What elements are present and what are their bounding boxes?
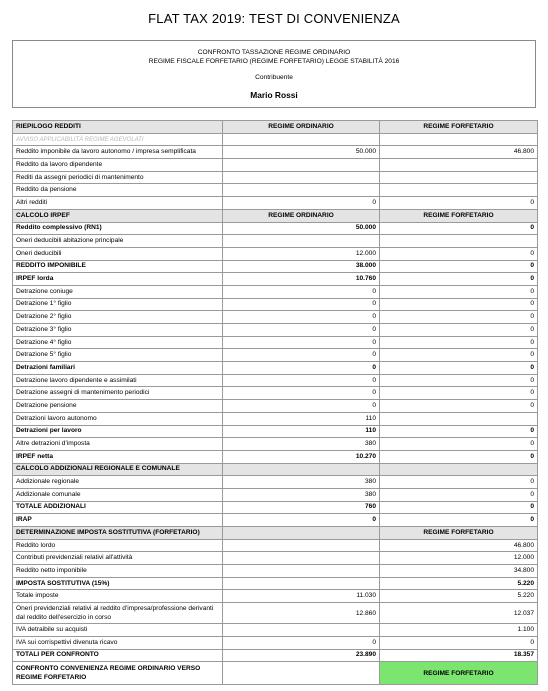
regime-forfetario-cell: 0 — [380, 514, 538, 527]
regime-forfetario-cell: 12.037 — [380, 603, 538, 624]
row-label: Detrazioni familiari — [13, 362, 223, 375]
regime-forfetario-cell: 0 — [380, 336, 538, 349]
table-row — [13, 514, 538, 527]
table-row — [13, 662, 538, 685]
regime-ordinario-cell: 0 — [223, 311, 380, 324]
row-label: Oneri deducibili abitazione principale — [13, 235, 223, 248]
table-row — [13, 565, 538, 578]
regime-ordinario-cell: 10.270 — [223, 450, 380, 463]
row-label: Altri redditi — [13, 197, 223, 210]
row-label: CONFRONTO CONVENIENZA REGIME ORDINARIO VERSO REGIME FORFETARIO — [13, 662, 223, 685]
row-label: TOTALE ADDIZIONALI — [13, 501, 223, 514]
regime-forfetario-cell: REGIME FORFETARIO — [380, 121, 538, 134]
regime-forfetario-cell: 0 — [380, 260, 538, 273]
regime-ordinario-cell: 110 — [223, 412, 380, 425]
row-label: Reddito da pensione — [13, 184, 223, 197]
row-label: REDDITO IMPONIBILE — [13, 260, 223, 273]
regime-forfetario-cell: 5.220 — [380, 590, 538, 603]
regime-ordinario-cell: 0 — [223, 374, 380, 387]
taxpayer-name: Mario Rossi — [250, 90, 298, 100]
verdict-cell: REGIME FORFETARIO — [380, 662, 538, 685]
regime-ordinario-cell: 0 — [223, 324, 380, 337]
table-row — [13, 260, 538, 273]
regime-forfetario-cell: 0 — [380, 273, 538, 286]
row-label: Contributi previdenziali relativi all'attività — [13, 552, 223, 565]
table-row — [13, 171, 538, 184]
regime-forfetario-cell: 46.800 — [380, 539, 538, 552]
regime-forfetario-cell: 0 — [380, 311, 538, 324]
table-row — [13, 438, 538, 451]
table-row — [13, 450, 538, 463]
regime-ordinario-cell: 110 — [223, 425, 380, 438]
regime-ordinario-cell: 0 — [223, 400, 380, 413]
row-label: CALCOLO ADDIZIONALI REGIONALE E COMUNALE — [13, 463, 223, 476]
row-label: Detrazione 5° figlio — [13, 349, 223, 362]
table-row — [13, 324, 538, 337]
table-row — [13, 649, 538, 662]
table-row — [13, 387, 538, 400]
regime-ordinario-cell: 0 — [223, 336, 380, 349]
table-row — [13, 412, 538, 425]
row-label: TOTALI PER CONFRONTO — [13, 649, 223, 662]
regime-ordinario-cell — [223, 577, 380, 590]
table-row — [13, 539, 538, 552]
header-line-confronto: CONFRONTO TASSAZIONE REGIME ORDINARIO — [197, 49, 351, 56]
regime-forfetario-cell: 34.800 — [380, 565, 538, 578]
row-label: Oneri previdenziali relativi al reddito d'impresa/professione derivanti dal reddito dell'esercizio in corso — [13, 603, 223, 624]
row-label: Reddito da lavoro dipendente — [13, 159, 223, 172]
table-row — [13, 336, 538, 349]
row-label: Addizionale regionale — [13, 476, 223, 489]
regime-forfetario-cell: 0 — [380, 476, 538, 489]
regime-forfetario-cell: 1.100 — [380, 624, 538, 637]
row-label: Detrazione assegni di mantenimento periodici — [13, 387, 223, 400]
row-label: Addizionale comunale — [13, 488, 223, 501]
row-label: Altre detrazioni d'imposta — [13, 438, 223, 451]
row-label: Reddito lordo — [13, 539, 223, 552]
row-label: IRPEF netta — [13, 450, 223, 463]
regime-ordinario-cell: 0 — [223, 362, 380, 375]
regime-forfetario-cell: 0 — [380, 400, 538, 413]
row-label: Oneri deducibili — [13, 247, 223, 260]
regime-ordinario-cell: 0 — [223, 387, 380, 400]
row-label: IVA sui corrispettivi divenuta ricavo — [13, 636, 223, 649]
table-row — [13, 273, 538, 286]
table-row — [13, 285, 538, 298]
table-row — [13, 311, 538, 324]
regime-forfetario-cell: REGIME FORFETARIO — [380, 209, 538, 222]
regime-forfetario-cell — [380, 463, 538, 476]
regime-ordinario-cell: 0 — [223, 636, 380, 649]
regime-ordinario-cell — [223, 565, 380, 578]
regime-forfetario-cell: 0 — [380, 298, 538, 311]
table-row — [13, 552, 538, 565]
table-row — [13, 146, 538, 159]
regime-ordinario-cell: REGIME ORDINARIO — [223, 209, 380, 222]
regime-ordinario-cell — [223, 527, 380, 540]
regime-forfetario-cell — [380, 133, 538, 146]
regime-forfetario-cell: 0 — [380, 285, 538, 298]
regime-ordinario-cell — [223, 539, 380, 552]
regime-ordinario-cell: 0 — [223, 514, 380, 527]
regime-forfetario-cell: 0 — [380, 501, 538, 514]
regime-forfetario-cell: 46.800 — [380, 146, 538, 159]
row-label: Detrazione 1° figlio — [13, 298, 223, 311]
row-label: Rediti da assegni periodici di mantenimento — [13, 171, 223, 184]
comparison-table — [12, 120, 538, 685]
table-row — [13, 247, 538, 260]
regime-forfetario-cell: 12.000 — [380, 552, 538, 565]
regime-forfetario-cell: 0 — [380, 425, 538, 438]
regime-forfetario-cell: 0 — [380, 438, 538, 451]
regime-forfetario-cell: 0 — [380, 636, 538, 649]
table-row — [13, 235, 538, 248]
row-label: DETERMINAZIONE IMPOSTA SOSTITUTIVA (FORFETARIO) — [13, 527, 223, 540]
row-label: IVA detraibile su acquisti — [13, 624, 223, 637]
row-label: Detrazioni lavoro autonomo — [13, 412, 223, 425]
regime-forfetario-cell: REGIME FORFETARIO — [380, 527, 538, 540]
regime-ordinario-cell — [223, 552, 380, 565]
regime-ordinario-cell — [223, 159, 380, 172]
row-label: Detrazione 2° figlio — [13, 311, 223, 324]
regime-ordinario-cell: 38.000 — [223, 260, 380, 273]
regime-ordinario-cell: 380 — [223, 476, 380, 489]
regime-ordinario-cell: 50.000 — [223, 146, 380, 159]
section-header-row — [13, 209, 538, 222]
regime-forfetario-cell: 18.357 — [380, 649, 538, 662]
table-row — [13, 501, 538, 514]
row-label: IRPEF lorda — [13, 273, 223, 286]
table-row — [13, 222, 538, 235]
regime-ordinario-cell — [223, 662, 380, 685]
regime-forfetario-cell: 0 — [380, 488, 538, 501]
table-row — [13, 298, 538, 311]
regime-ordinario-cell: 0 — [223, 349, 380, 362]
row-label: RIEPILOGO REDDITI — [13, 121, 223, 134]
table-row — [13, 197, 538, 210]
table-row — [13, 425, 538, 438]
regime-forfetario-cell — [380, 412, 538, 425]
row-label: Detrazione pensione — [13, 400, 223, 413]
regime-forfetario-cell — [380, 171, 538, 184]
regime-forfetario-cell: 0 — [380, 362, 538, 375]
table-row — [13, 133, 538, 146]
table-row — [13, 603, 538, 624]
regime-ordinario-cell: 10.760 — [223, 273, 380, 286]
table-row — [13, 362, 538, 375]
table-row — [13, 476, 538, 489]
row-label: AVVISO APPLICABILITÀ REGIME AGEVOLATI — [13, 133, 223, 146]
row-label: CALCOLO IRPEF — [13, 209, 223, 222]
regime-forfetario-cell: 0 — [380, 324, 538, 337]
header-line-contribuente: Contribuente — [255, 74, 293, 81]
regime-ordinario-cell: 380 — [223, 488, 380, 501]
regime-ordinario-cell: 0 — [223, 298, 380, 311]
table-row — [13, 400, 538, 413]
section-header-row — [13, 527, 538, 540]
row-label: Detrazione 4° figlio — [13, 336, 223, 349]
row-label: Detrazione 3° figlio — [13, 324, 223, 337]
regime-forfetario-cell: 0 — [380, 374, 538, 387]
regime-forfetario-cell — [380, 235, 538, 248]
table-row — [13, 349, 538, 362]
regime-ordinario-cell: 0 — [223, 197, 380, 210]
regime-forfetario-cell: 0 — [380, 197, 538, 210]
regime-forfetario-cell: 0 — [380, 450, 538, 463]
regime-forfetario-cell: 0 — [380, 387, 538, 400]
section-header-row — [13, 121, 538, 134]
regime-ordinario-cell — [223, 171, 380, 184]
regime-ordinario-cell — [223, 235, 380, 248]
regime-ordinario-cell — [223, 133, 380, 146]
regime-ordinario-cell: 11.030 — [223, 590, 380, 603]
section-header-row — [13, 463, 538, 476]
regime-forfetario-cell — [380, 184, 538, 197]
table-row — [13, 590, 538, 603]
row-label: Reddito netto imponibile — [13, 565, 223, 578]
regime-ordinario-cell: REGIME ORDINARIO — [223, 121, 380, 134]
regime-ordinario-cell: 12.860 — [223, 603, 380, 624]
row-label: Totale imposte — [13, 590, 223, 603]
table-row — [13, 636, 538, 649]
table-row — [13, 159, 538, 172]
table-row — [13, 488, 538, 501]
table-row — [13, 624, 538, 637]
regime-ordinario-cell: 0 — [223, 285, 380, 298]
table-row — [13, 577, 538, 590]
regime-ordinario-cell — [223, 184, 380, 197]
regime-ordinario-cell — [223, 463, 380, 476]
row-label: Detrazione lavoro dipendente e assimilati — [13, 374, 223, 387]
table-row — [13, 374, 538, 387]
row-label: Reddito imponibile da lavoro autonomo / impresa semplificata — [13, 146, 223, 159]
regime-ordinario-cell: 380 — [223, 438, 380, 451]
report-header — [12, 40, 536, 108]
row-label: IMPOSTA SOSTITUTIVA (15%) — [13, 577, 223, 590]
regime-ordinario-cell: 760 — [223, 501, 380, 514]
regime-forfetario-cell — [380, 159, 538, 172]
regime-forfetario-cell: 0 — [380, 222, 538, 235]
row-label: Detrazione coniuge — [13, 285, 223, 298]
header-line-regime: REGIME FISCALE FORFETARIO (REGIME FORFETARIO) LEGGE STABILITÀ 2016 — [148, 58, 400, 65]
regime-forfetario-cell: 0 — [380, 349, 538, 362]
row-label: Reddito complessivo (RN1) — [13, 222, 223, 235]
regime-ordinario-cell: 23.890 — [223, 649, 380, 662]
regime-forfetario-cell: 0 — [380, 247, 538, 260]
regime-ordinario-cell — [223, 624, 380, 637]
regime-forfetario-cell: 5.220 — [380, 577, 538, 590]
table-row — [13, 184, 538, 197]
row-label: IRAP — [13, 514, 223, 527]
regime-ordinario-cell: 12.000 — [223, 247, 380, 260]
row-label: Detrazioni per lavoro — [13, 425, 223, 438]
comparison-table-body — [13, 121, 538, 685]
regime-ordinario-cell: 50.000 — [223, 222, 380, 235]
page-title: FLAT TAX 2019: TEST DI CONVENIENZA — [148, 11, 400, 26]
